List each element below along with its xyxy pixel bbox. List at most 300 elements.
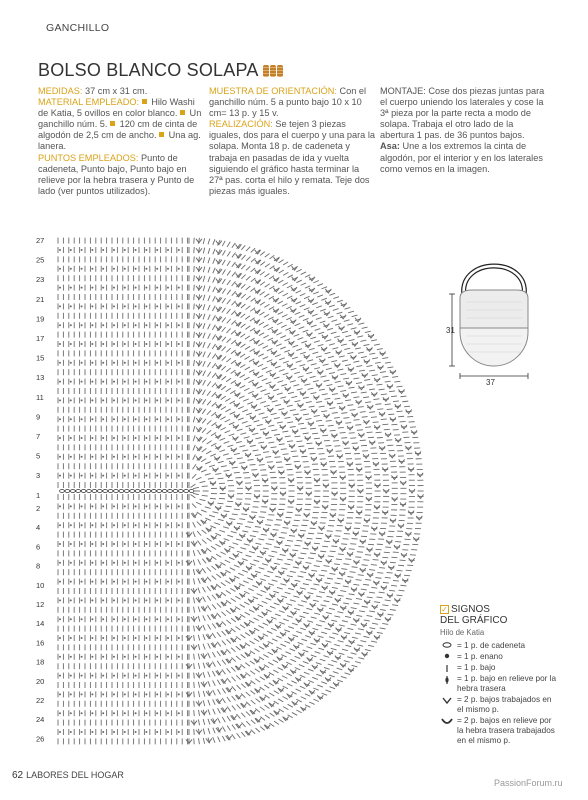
stitch-mark (244, 602, 249, 605)
stitch-mark (227, 309, 231, 314)
stitch-dot (70, 268, 72, 270)
stitch-mark (222, 726, 225, 731)
stitch-dot (178, 249, 180, 251)
stitch-mark (198, 644, 199, 650)
stitch-mark (274, 547, 280, 548)
stitch-dot (113, 524, 115, 526)
stitch-mark (334, 398, 340, 399)
stitch-dot (178, 362, 180, 364)
stitch-mark (346, 598, 352, 599)
stitch-dot (167, 343, 169, 345)
stitch-mark (382, 424, 388, 425)
stitch-dot (102, 362, 104, 364)
stitch-mark (276, 333, 281, 335)
stitch-mark (320, 551, 326, 552)
stitch-mark (392, 605, 398, 606)
stitch-dot (145, 618, 147, 620)
stitch-mark (213, 249, 215, 255)
assembly-column (380, 86, 546, 175)
stitch-mark (250, 536, 256, 537)
stitch-mark (356, 366, 362, 367)
stitch-mark (250, 445, 256, 446)
row-number-label: 27 (36, 236, 45, 245)
stitch-mark (389, 590, 395, 591)
stitch-mark (303, 650, 309, 652)
stitch-mark (376, 597, 382, 598)
stitch-dot (124, 637, 126, 639)
stitch-dot (156, 675, 158, 677)
stitch-mark (196, 502, 201, 504)
stitch-mark (291, 368, 297, 370)
stitch-mark (344, 348, 350, 349)
stitch-mark (203, 615, 205, 620)
row-number-label: 9 (36, 412, 41, 422)
stitch-mark (291, 396, 297, 397)
stitch-mark (380, 372, 386, 373)
stitch-mark (201, 470, 207, 472)
stitch-mark (385, 362, 391, 363)
title-row (38, 60, 283, 81)
stitch-dot (167, 637, 169, 639)
stitch-mark (231, 598, 236, 601)
stitch-dot (178, 475, 180, 477)
stitch-mark (357, 336, 363, 337)
stitch-mark (306, 402, 312, 403)
stitch-mark (226, 506, 232, 507)
stitch-mark (253, 420, 259, 422)
stitch-mark (234, 509, 240, 510)
stitch-mark (365, 427, 371, 428)
stitch-mark (203, 371, 206, 376)
stitch-mark (290, 410, 296, 411)
stitch-dot (178, 712, 180, 714)
stitch-mark (290, 571, 296, 572)
puntos-label: PUNTOS EMPLEADOS: (38, 152, 139, 163)
stitch-mark (344, 320, 350, 322)
stitch-mark (339, 653, 345, 655)
stitch-mark (267, 348, 272, 350)
stitch-mark (267, 631, 272, 633)
stitch-mark (303, 330, 309, 332)
stitch-dot (178, 324, 180, 326)
stitch-mark (227, 697, 231, 702)
stitch-mark (218, 708, 221, 713)
stitch-mark (203, 738, 204, 744)
bullet-square-icon (142, 99, 147, 104)
stitch-mark (292, 623, 298, 625)
stitch-mark (208, 305, 210, 311)
stitch-dot (70, 712, 72, 714)
stitch-mark (322, 693, 328, 695)
stitch-mark (283, 361, 289, 363)
stitch-dot (70, 437, 72, 439)
row-number-label: 22 (36, 696, 45, 705)
stitch-dot (124, 505, 126, 507)
stitch-mark (268, 662, 273, 665)
stitch-mark (295, 580, 301, 581)
stitch-mark (283, 707, 288, 710)
stitch-mark (232, 677, 236, 681)
stitch-dot (81, 675, 83, 677)
stitch-mark (268, 442, 274, 443)
stitch-mark (233, 543, 239, 545)
stitch-mark (217, 503, 223, 504)
stitch-dot (102, 712, 104, 714)
stitch-mark (260, 262, 265, 266)
stitch-mark (246, 721, 250, 725)
stitch-mark (369, 370, 375, 371)
stitch-mark (232, 706, 236, 711)
material-label: MATERIAL EMPLEADO: (38, 97, 140, 108)
stitch-mark (326, 385, 332, 386)
stitch-dot (102, 399, 104, 401)
stitch-mark (280, 584, 286, 586)
stitch-mark (214, 523, 220, 525)
stitch-mark (258, 375, 264, 377)
stitch-mark (258, 615, 263, 617)
stitch-mark (334, 616, 340, 617)
stitch-mark (293, 596, 299, 597)
stitch-mark (303, 433, 309, 434)
stitch-mark (318, 636, 324, 638)
stitch-dot (113, 381, 115, 383)
stitch-mark (251, 730, 255, 734)
legend-title-2: DEL GRÁFICO (440, 615, 508, 626)
stitch-mark (300, 293, 305, 295)
stitch-mark (309, 348, 315, 350)
stitch-mark (213, 728, 215, 734)
stitch-dot (91, 343, 93, 345)
stitch-mark (310, 553, 316, 554)
stitch-mark (221, 406, 226, 409)
stitch-mark (308, 533, 314, 534)
stitch-mark (227, 338, 231, 342)
stitch-mark (276, 462, 282, 463)
stitch-dot (167, 418, 169, 420)
stitch-mark (293, 414, 299, 415)
stitch-dot (70, 505, 72, 507)
stitch-mark (301, 697, 306, 700)
stitch-mark (213, 709, 215, 714)
stitch-dot (81, 362, 83, 364)
back-loop-stitch-icon (440, 674, 454, 685)
bullet-square-icon (110, 121, 115, 126)
stitch-mark (387, 409, 393, 410)
asa-text: Une a los extremos la cinta de algodón, por el interior y en los laterales como vemos en la imagen. (380, 141, 543, 174)
stitch-mark (358, 547, 364, 548)
stitch-mark (328, 664, 334, 666)
stitch-mark (211, 546, 216, 549)
stitch-dot (81, 562, 83, 564)
stitch-mark (227, 251, 230, 256)
stitch-mark (232, 252, 236, 257)
stitch-mark (226, 329, 230, 333)
stitch-mark (267, 571, 273, 573)
stitch-mark (345, 423, 351, 424)
stitch-mark (296, 302, 301, 304)
stitch-mark (321, 682, 327, 684)
stitch-dot (102, 343, 104, 345)
stitch-mark (356, 615, 362, 616)
stitch-dot (113, 287, 115, 289)
stitch-mark (202, 559, 206, 564)
stitch-mark (277, 422, 283, 423)
stitch-mark (222, 736, 225, 741)
stitch-mark (318, 344, 324, 346)
stitch-mark (202, 495, 208, 496)
stitch-dot (124, 268, 126, 270)
stitch-mark (260, 727, 265, 731)
stitch-dot (91, 362, 93, 364)
stitch-mark (226, 358, 231, 362)
stitch-mark (217, 613, 221, 617)
stitch-mark (333, 297, 339, 299)
stitch-mark (293, 385, 299, 386)
stitch-mark (222, 327, 226, 332)
stitch-dot (145, 731, 147, 733)
legend-item: = 2 p. bajos en relieve por la hebra trasera trabajados en el mismo p. (440, 716, 558, 746)
stitch-mark (241, 255, 245, 259)
stitch-mark (224, 441, 230, 443)
stitch-mark (332, 633, 338, 634)
stitch-mark (222, 317, 226, 322)
stitch-mark (332, 412, 338, 413)
stitch-dot (124, 324, 126, 326)
stitch-mark (319, 621, 325, 622)
stitch-dot (167, 712, 169, 714)
stitch-mark (265, 715, 270, 719)
stitch-mark (321, 605, 327, 606)
stitch-mark (222, 308, 226, 313)
stitch-mark (355, 348, 361, 349)
stitch-dot (145, 437, 147, 439)
stitch-mark (241, 654, 246, 658)
section-label: GANCHILLO (46, 22, 110, 34)
stitch-mark (286, 673, 291, 676)
stitch-dot (113, 693, 115, 695)
stitch-mark (274, 418, 280, 419)
stitch-mark (232, 696, 236, 701)
stitch-mark (207, 420, 211, 424)
stitch-mark (260, 707, 265, 711)
stitch-mark (266, 437, 272, 438)
stitch-mark (356, 383, 362, 384)
stitch-mark (308, 558, 314, 559)
stitch-mark (331, 361, 337, 362)
stitch-mark (241, 275, 245, 279)
stitch-mark (369, 611, 375, 612)
stitch-mark (292, 357, 298, 359)
stitch-mark (193, 445, 195, 451)
stitch-mark (349, 594, 355, 595)
stitch-mark (308, 388, 314, 389)
stitch-mark (301, 341, 307, 343)
stitch-mark (303, 548, 309, 549)
stitch-dot (145, 543, 147, 545)
stitch-dot (145, 524, 147, 526)
stitch-mark (230, 568, 235, 571)
stitch-mark (337, 403, 343, 404)
stitch-mark (380, 609, 386, 610)
stitch-mark (255, 438, 261, 439)
stitch-mark (203, 238, 204, 244)
stitch-mark (285, 339, 291, 341)
stitch-mark (274, 525, 280, 526)
stitch-dot (59, 675, 61, 677)
stitch-mark (334, 417, 340, 418)
stitch-mark (345, 364, 351, 365)
stitch-mark (202, 409, 205, 414)
stitch-mark (212, 633, 215, 638)
stitch-mark (250, 661, 255, 664)
page-footer (12, 770, 124, 781)
stitch-dot (124, 475, 126, 477)
stitch-mark (225, 431, 231, 433)
stitch-dot (145, 305, 147, 307)
stitch-mark (281, 325, 286, 327)
stitch-mark (271, 628, 277, 630)
stitch-mark (284, 350, 290, 352)
stitch-mark (245, 326, 250, 330)
stitch-mark (232, 467, 238, 468)
checkbox-icon: ✓ (441, 605, 448, 614)
stitch-mark (279, 369, 285, 371)
stitch-mark (313, 281, 319, 283)
stitch-mark (387, 367, 393, 368)
row-number-label: 2 (36, 504, 41, 513)
stitch-mark (212, 344, 215, 349)
stitch-dot (156, 524, 158, 526)
stitch-mark (220, 438, 226, 440)
stitch-mark (223, 527, 229, 529)
stitch-mark (231, 531, 237, 532)
stitch-mark (307, 621, 313, 623)
stitch-mark (298, 446, 304, 447)
stitch-mark (207, 596, 210, 601)
stitch-dot (124, 562, 126, 564)
stitch-dot (145, 456, 147, 458)
stitch-mark (212, 604, 216, 609)
chain-stitch (114, 490, 119, 493)
stitch-mark (356, 580, 362, 581)
stitch-mark (326, 690, 332, 692)
stitch-mark (358, 407, 364, 408)
stitch-dot (102, 524, 104, 526)
stitch-mark (292, 550, 298, 551)
chain-stitch (168, 490, 173, 493)
stitch-mark (207, 538, 212, 541)
stitch-mark (287, 683, 292, 686)
stitch-mark (212, 306, 215, 311)
stitch-mark (251, 720, 255, 724)
stitch-mark (208, 700, 210, 706)
stitch-mark (225, 398, 230, 401)
stitch-mark (193, 569, 194, 575)
stitch-mark (225, 580, 230, 583)
stitch-mark (279, 537, 285, 538)
material-text-2: Un ganchillo núm. 5. (38, 108, 202, 130)
chain-stitch (124, 490, 129, 493)
stitch-mark (369, 412, 375, 413)
stitch-mark (212, 671, 215, 676)
stitch-mark (240, 385, 245, 388)
stitch-mark (203, 700, 205, 706)
stitch-mark (244, 377, 249, 380)
slip-stitch-icon (440, 652, 454, 659)
stitch-mark (388, 414, 394, 415)
stitch-mark (202, 530, 207, 534)
stitch-mark (371, 340, 377, 341)
stitch-mark (288, 704, 293, 707)
stitch-mark (363, 584, 369, 585)
stitch-dot (135, 543, 137, 545)
stitch-mark (369, 592, 375, 593)
stitch-mark (329, 305, 335, 307)
stitch-mark (372, 358, 378, 359)
stitch-dot (91, 324, 93, 326)
stitch-mark (283, 528, 289, 529)
stitch-mark (320, 659, 326, 661)
stitch-mark (263, 655, 268, 658)
stitch-dot (59, 418, 61, 420)
stitch-mark (239, 519, 245, 520)
stitch-dot (178, 399, 180, 401)
stitch-mark (222, 641, 226, 645)
stitch-mark (199, 710, 200, 716)
stitch-dot (124, 731, 126, 733)
stitch-mark (345, 645, 351, 646)
stitch-mark (351, 608, 357, 609)
stitch-mark (250, 464, 256, 465)
stitch-mark (227, 290, 231, 295)
stitch-mark (353, 420, 359, 421)
stitch-dot (135, 475, 137, 477)
stitch-mark (325, 628, 331, 629)
stitch-mark (274, 457, 280, 458)
stitch-mark (232, 262, 236, 267)
stitch-mark (246, 712, 250, 716)
stitch-mark (238, 573, 244, 575)
stitch-mark (361, 392, 367, 393)
stitch-dot (124, 343, 126, 345)
stitch-mark (274, 377, 280, 379)
stitch-dot (156, 437, 158, 439)
stitch-mark (310, 337, 316, 339)
stitch-mark (198, 559, 201, 564)
stitch-mark (326, 612, 332, 613)
stitch-mark (294, 608, 300, 610)
stitch-mark (194, 303, 195, 309)
stitch-mark (234, 453, 240, 454)
stitch-dot (91, 524, 93, 526)
stitch-mark (237, 733, 241, 738)
stitch-mark (327, 328, 333, 330)
stitch-mark (259, 517, 265, 518)
chain-stitch (97, 490, 102, 493)
stitch-mark (392, 376, 398, 377)
stitch-mark (212, 652, 215, 657)
stitch-mark (262, 601, 268, 603)
stitch-dot (145, 324, 147, 326)
stitch-mark (245, 336, 250, 339)
stitch-dot (102, 324, 104, 326)
chain-stitch (87, 490, 92, 493)
stitch-mark (283, 293, 288, 296)
stitch-mark (280, 644, 286, 646)
stitch-dot (124, 362, 126, 364)
stitch-mark (292, 345, 298, 347)
stitch-mark (350, 410, 356, 411)
